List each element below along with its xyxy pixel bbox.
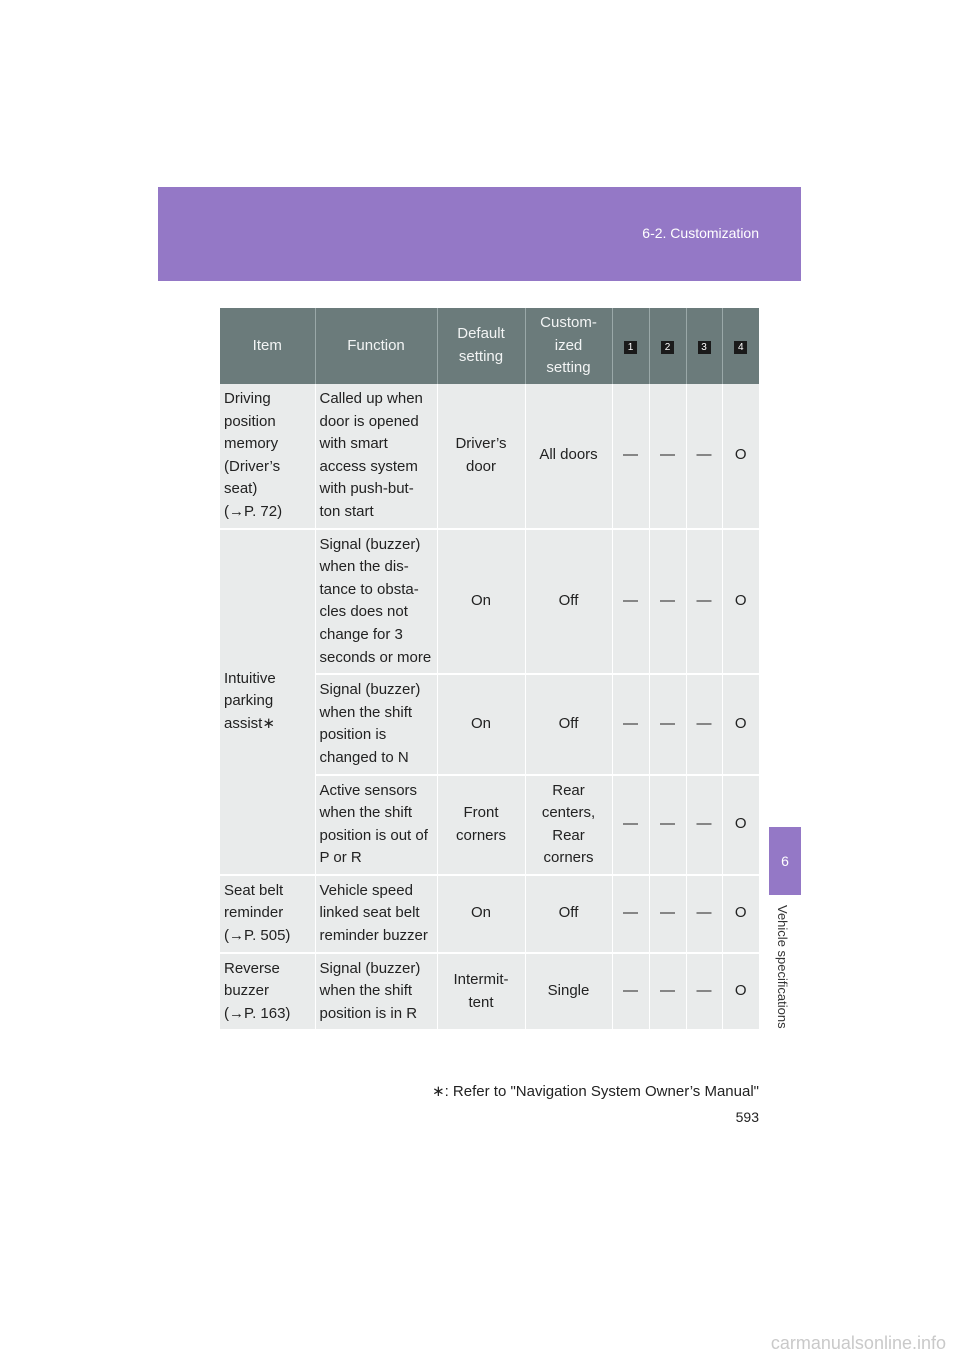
function-cell: Called up when door is opened with smart access system with push-but- ton start [315, 384, 437, 529]
custom-cell: Single [525, 953, 612, 1031]
method-2-cell: — [649, 775, 686, 875]
method-3-badge: 3 [698, 341, 711, 354]
method-3-cell: — [686, 875, 722, 953]
method-1-cell: — [612, 529, 649, 675]
custom-cell: Off [525, 875, 612, 953]
item-cell: Reverse buzzer (→P. 163) [220, 953, 315, 1031]
method-1-cell: — [612, 674, 649, 774]
item-cell: Intuitive parking assist∗ [220, 529, 315, 875]
function-cell: Signal (buzzer) when the shift position is in R [315, 953, 437, 1031]
header-default-setting: Default setting [437, 308, 525, 384]
method-3-cell: — [686, 384, 722, 529]
chapter-number: 6 [781, 853, 789, 869]
default-cell: On [437, 875, 525, 953]
method-2-cell: — [649, 384, 686, 529]
table-row [220, 953, 759, 1031]
footnote: ∗: Refer to "Navigation System Owner’s Manual" [432, 1083, 759, 1100]
header-method-3 [686, 308, 722, 384]
custom-cell: Rear centers, Rear corners [525, 775, 612, 875]
section-header-band [158, 187, 801, 281]
custom-cell: All doors [525, 384, 612, 529]
method-4-badge: 4 [734, 341, 747, 354]
chapter-tab[interactable] [769, 827, 801, 895]
header-method-4 [722, 308, 759, 384]
method-1-cell: — [612, 775, 649, 875]
item-cell: Seat belt reminder (→P. 505) [220, 875, 315, 953]
item-cell: Driving position memory (Driver’s seat) (→P. 72) [220, 384, 315, 529]
method-4-cell: O [722, 384, 759, 529]
page-number: 593 [735, 1109, 759, 1125]
method-1-cell: — [612, 953, 649, 1031]
method-2-badge: 2 [661, 341, 674, 354]
function-cell: Signal (buzzer) when the dis- tance to obsta- cles does not change for 3 seconds or more [315, 529, 437, 675]
method-3-cell: — [686, 674, 722, 774]
custom-cell: Off [525, 674, 612, 774]
header-method-2 [649, 308, 686, 384]
table-row [220, 875, 759, 953]
method-1-cell: — [612, 384, 649, 529]
default-cell: Intermit- tent [437, 953, 525, 1031]
method-2-cell: — [649, 674, 686, 774]
method-1-badge: 1 [624, 341, 637, 354]
table-header-row [220, 308, 759, 384]
default-cell: On [437, 674, 525, 774]
custom-cell: Off [525, 529, 612, 675]
method-2-cell: — [649, 529, 686, 675]
default-cell: On [437, 529, 525, 675]
method-1-cell: — [612, 875, 649, 953]
header-customized-setting [525, 308, 612, 384]
method-2-cell: — [649, 953, 686, 1031]
header-method-1 [612, 308, 649, 384]
function-cell: Signal (buzzer) when the shift position is changed to N [315, 674, 437, 774]
method-4-cell: O [722, 529, 759, 675]
chapter-label: Vehicle specifications [775, 905, 790, 1029]
header-item: Item [220, 308, 315, 384]
header-customized-text: Custom- ized setting [540, 314, 597, 377]
default-cell: Front corners [437, 775, 525, 875]
header-function: Function [315, 308, 437, 384]
watermark: carmanualsonline.info [770, 1333, 946, 1353]
section-title: 6-2. Customization [642, 225, 759, 241]
default-cell: Driver’s door [437, 384, 525, 529]
method-4-cell: O [722, 775, 759, 875]
method-3-cell: — [686, 953, 722, 1031]
method-2-cell: — [649, 875, 686, 953]
function-cell: Vehicle speed linked seat belt reminder buzzer [315, 875, 437, 953]
method-4-cell: O [722, 674, 759, 774]
method-4-cell: O [722, 875, 759, 953]
method-4-cell: O [722, 953, 759, 1031]
method-3-cell: — [686, 775, 722, 875]
table-row [220, 529, 759, 675]
table-row [220, 384, 759, 529]
customization-table [220, 308, 759, 1031]
method-3-cell: — [686, 529, 722, 675]
function-cell: Active sensors when the shift position is out of P or R [315, 775, 437, 875]
